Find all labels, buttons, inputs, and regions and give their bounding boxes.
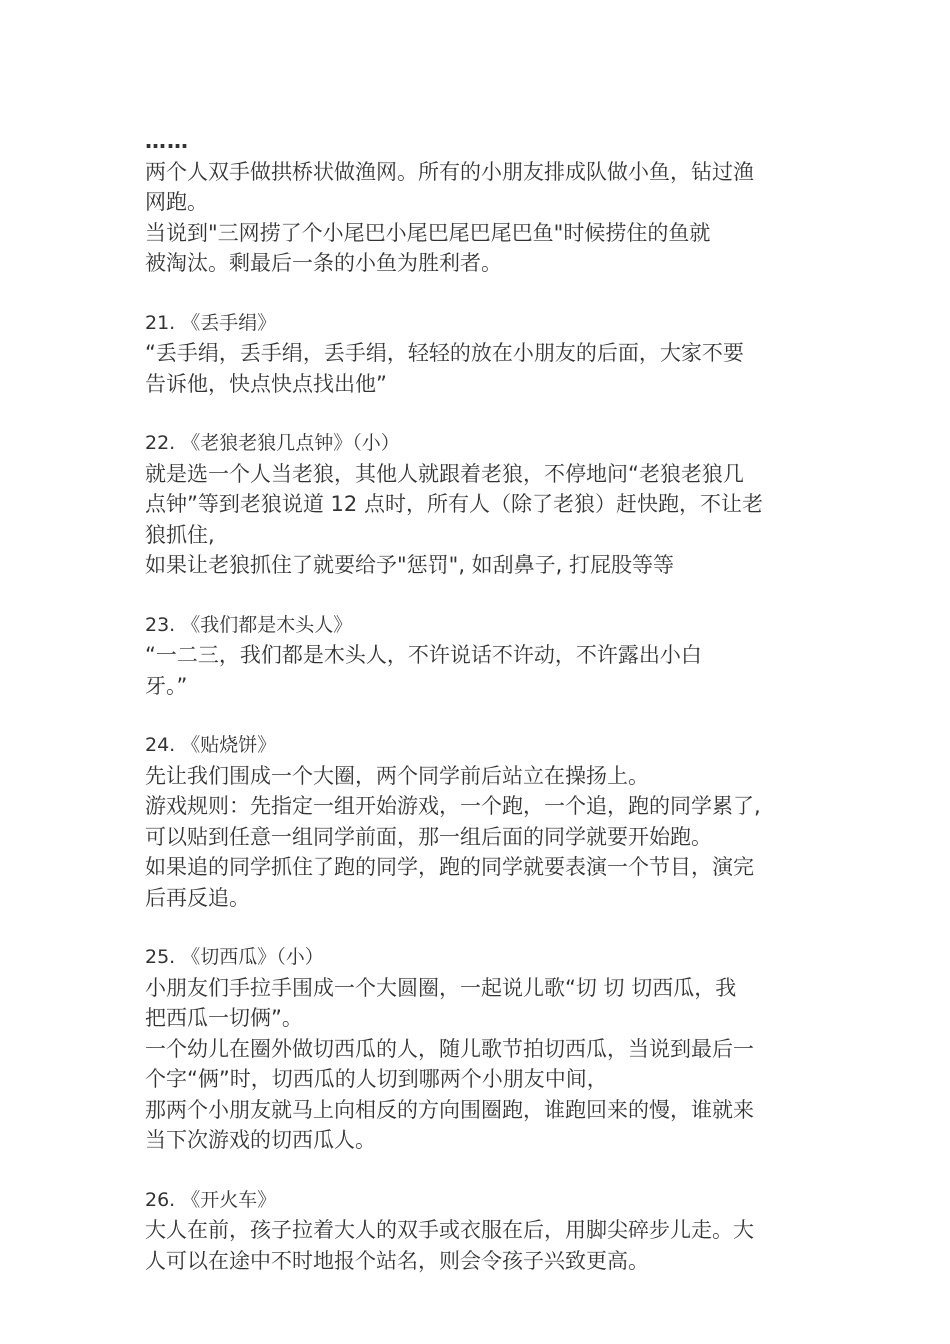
game-text-line: 大人在前，孩子拉着大人的双手或衣服在后，用脚尖碎步儿走。大	[145, 1218, 754, 1242]
intro-line: 网跑。	[145, 190, 208, 214]
intro-line: 当说到"三网捞了个小尾巴小尾巴尾巴尾巴鱼"时候捞住的鱼就	[145, 220, 711, 245]
game-text-line: “一二三，我们都是木头人，不许说话不许动，不许露出小白	[145, 643, 702, 667]
game-title: 26. 《开火车》	[145, 1188, 277, 1211]
game-title: 23. 《我们都是木头人》	[145, 613, 353, 636]
game-text-line: 游戏规则：先指定一组开始游戏，一个跑，一个追，跑的同学累了,	[145, 794, 761, 818]
game-title: 22. 《老狼老狼几点钟》（小）	[145, 432, 400, 454]
intro-line: 被淘汰。剩最后一条的小鱼为胜利者。	[145, 251, 502, 275]
intro-line: 两个人双手做拱桥状做渔网。所有的小朋友排成队做小鱼，钻过渔	[145, 159, 754, 184]
game-21-section	[145, 308, 805, 400]
game-text-line: 牙。”	[145, 673, 188, 698]
game-23-section	[145, 610, 805, 702]
document-page	[145, 126, 805, 1276]
game-title: 21. 《丢手绢》	[145, 311, 277, 334]
game-25-section	[145, 942, 805, 1156]
game-title: 24. 《贴烧饼》	[145, 734, 277, 756]
game-text-line: 就是选一个人当老狼，其他人就跟着老狼，不停地问“老狼老狼几	[145, 461, 744, 486]
game-text-line: 点钟”等到老狼说道 12 点时，所有人（除了老狼）赶快跑，不让老	[145, 492, 763, 516]
game-text-line: 当下次游戏的切西瓜人。	[145, 1128, 376, 1152]
ellipsis-text: ……	[145, 129, 189, 153]
section-gap	[145, 1156, 805, 1185]
game-22-section	[145, 428, 805, 581]
game-text-line: 人可以在途中不时地报个站名，则会令孩子兴致更高。	[145, 1248, 649, 1273]
game-text-line: 一个幼儿在圈外做切西瓜的人，随儿歌节拍切西瓜，当说到最后一	[145, 1036, 754, 1061]
section-gap	[145, 701, 805, 730]
game-text-line: 如果追的同学抓住了跑的同学，跑的同学就要表演一个节目，演完	[145, 855, 754, 879]
section-gap	[145, 399, 805, 428]
section-gap	[145, 279, 805, 308]
game-text-line: 可以贴到任意一组同学前面，那一组后面的同学就要开始跑。	[145, 824, 712, 849]
game-text-line: 如果让老狼抓住了就要给予"惩罚", 如刮鼻子, 打屁股等等	[145, 553, 675, 577]
game-text-line: 告诉他，快点快点找出他”	[145, 371, 387, 396]
game-26-section	[145, 1185, 805, 1277]
game-text-line: 小朋友们手拉手围成一个大圆圈，一起说儿歌“切 切 切西瓜，我	[145, 975, 737, 1000]
game-title: 25. 《切西瓜》（小）	[145, 946, 324, 968]
game-text-line: 个字“俩”时，切西瓜的人切到哪两个小朋友中间，	[145, 1067, 608, 1091]
game-24-section	[145, 730, 805, 913]
game-text-line: 狼抓住,	[145, 522, 215, 547]
game-text-line: 把西瓜一切俩”。	[145, 1006, 303, 1030]
game-text-line: 后再反追。	[145, 885, 250, 910]
intro-section	[145, 126, 805, 279]
section-gap	[145, 581, 805, 610]
game-text-line: 那两个小朋友就马上向相反的方向围圈跑，谁跑回来的慢，谁就来	[145, 1097, 754, 1122]
game-text-line: 先让我们围成一个大圈，两个同学前后站立在操扬上。	[145, 763, 649, 788]
game-text-line: “丢手绢，丢手绢，丢手绢，轻轻的放在小朋友的后面，大家不要	[145, 341, 744, 365]
section-gap	[145, 913, 805, 942]
